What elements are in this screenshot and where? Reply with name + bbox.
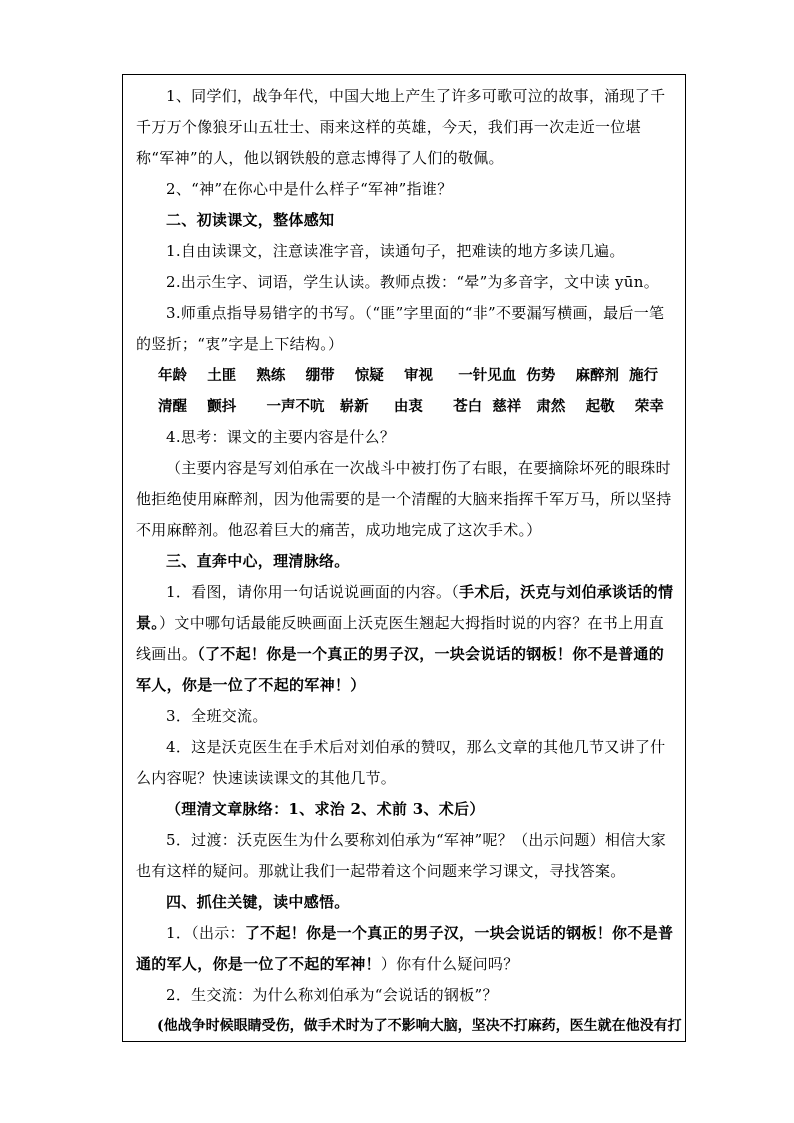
paragraph-discussion: 2．生交流：为什么称刘伯承为“会说话的钢板”？	[166, 986, 498, 1004]
paragraph-outline: （理清文章脉络：1、求治 2、术前 3、术后）	[166, 800, 485, 818]
bold-run: 手术后，沃克与刘伯承谈话的情景。	[136, 583, 674, 632]
vocabulary-row-1: 年龄 土匪 熟练 绷带 惊疑 审视 一针见血 伤势 麻醉剂 施行	[158, 367, 659, 384]
paragraph-step-4: 4.思考：课文的主要内容是什么？	[166, 428, 396, 446]
paragraph-intro: 1、同学们，战争年代，中国大地上产生了许多可歌可泣的故事，涌现了千千万万个像狼牙山五壮士、雨来这样的英雄，今天，我们再一次走近一位堪称“军神”的人，他以钢铁般的意志博得了人们的敬佩。	[136, 87, 666, 167]
text-run: ）你有什么疑问吗？	[380, 955, 519, 973]
paragraph-praise: 4．这是沃克医生在手术后对刘伯承的赞叹，那么文章的其他几节又讲了什么内容呢？快速读读课文的其他几节。	[136, 738, 666, 787]
paragraph-step-1: 1.自由读课文，注意读准字音，读通句子，把难读的地方多读几遍。	[166, 242, 625, 260]
paragraph-transition: 5．过渡：沃克医生为什么要称刘伯承为“军神”呢？（出示问题）相信大家也有这样的疑问。那就让我们一起带着这个问题来学习课文，寻找答案。	[136, 831, 667, 880]
document-body	[136, 81, 682, 1042]
paragraph-step-2: 2.出示生字、词语，学生认读。教师点拨：“晕”为多音字，文中读 yūn。	[166, 273, 660, 291]
paragraph-exchange: 3．全班交流。	[166, 707, 268, 725]
paragraph-summary: （主要内容是写刘伯承在一次战斗中被打伤了右眼，在要摘除坏死的眼珠时他拒绝使用麻醉剂，因为他需要的是一个清醒的大脑来指挥千军万马，所以坚持不用麻醉剂。他忍着巨大的痛苦，成功地完成了这次手术。）	[136, 459, 672, 539]
text-run: 1．看图，请你用一句话说说画面的内容。（	[166, 583, 460, 601]
section-heading-3: 三、直奔中心，理清脉络。	[166, 552, 350, 570]
content-table-cell	[122, 74, 686, 1042]
section-heading-4: 四、抓住关键，读中感悟。	[166, 893, 350, 911]
paragraph-show	[136, 918, 676, 980]
paragraph-answer: (他战争时候眼睛受伤，做手术时为了不影响大脑，坚决不打麻药，医生就在他没有打	[157, 1018, 682, 1034]
section-heading-2: 二、初读课文，整体感知	[166, 211, 335, 229]
bold-run: （了不起！你是一个真正的男子汉，一块会说话的钢板！你不是普通的军人，你是一位了不起的军神！）	[136, 645, 665, 694]
bold-run: 了不起！你是一个真正的男子汉，一块会说话的钢板！你不是普通的军人，你是一位了不起的军神！	[136, 924, 674, 973]
paragraph-picture	[136, 577, 676, 701]
paragraph-question: 2、“神”在你心中是什么样子“军神”指谁？	[166, 180, 453, 198]
paragraph-step-3: 3.师重点指导易错字的书写。（“匪”字里面的“非”不要漏写横画，最后一笔的竖折；“衷”字是上下结构。）	[136, 304, 665, 353]
text-run: ）文中哪句话最能反映画面上沃克医生翘起大拇指时说的内容？在书上用直线画出。	[136, 614, 665, 663]
text-run: 1．（出示：	[166, 924, 245, 942]
vocabulary-row-2: 清醒 颤抖 一声不吭 崭新 由衷 苍白 慈祥 肃然 起敬 荣幸	[158, 398, 664, 415]
